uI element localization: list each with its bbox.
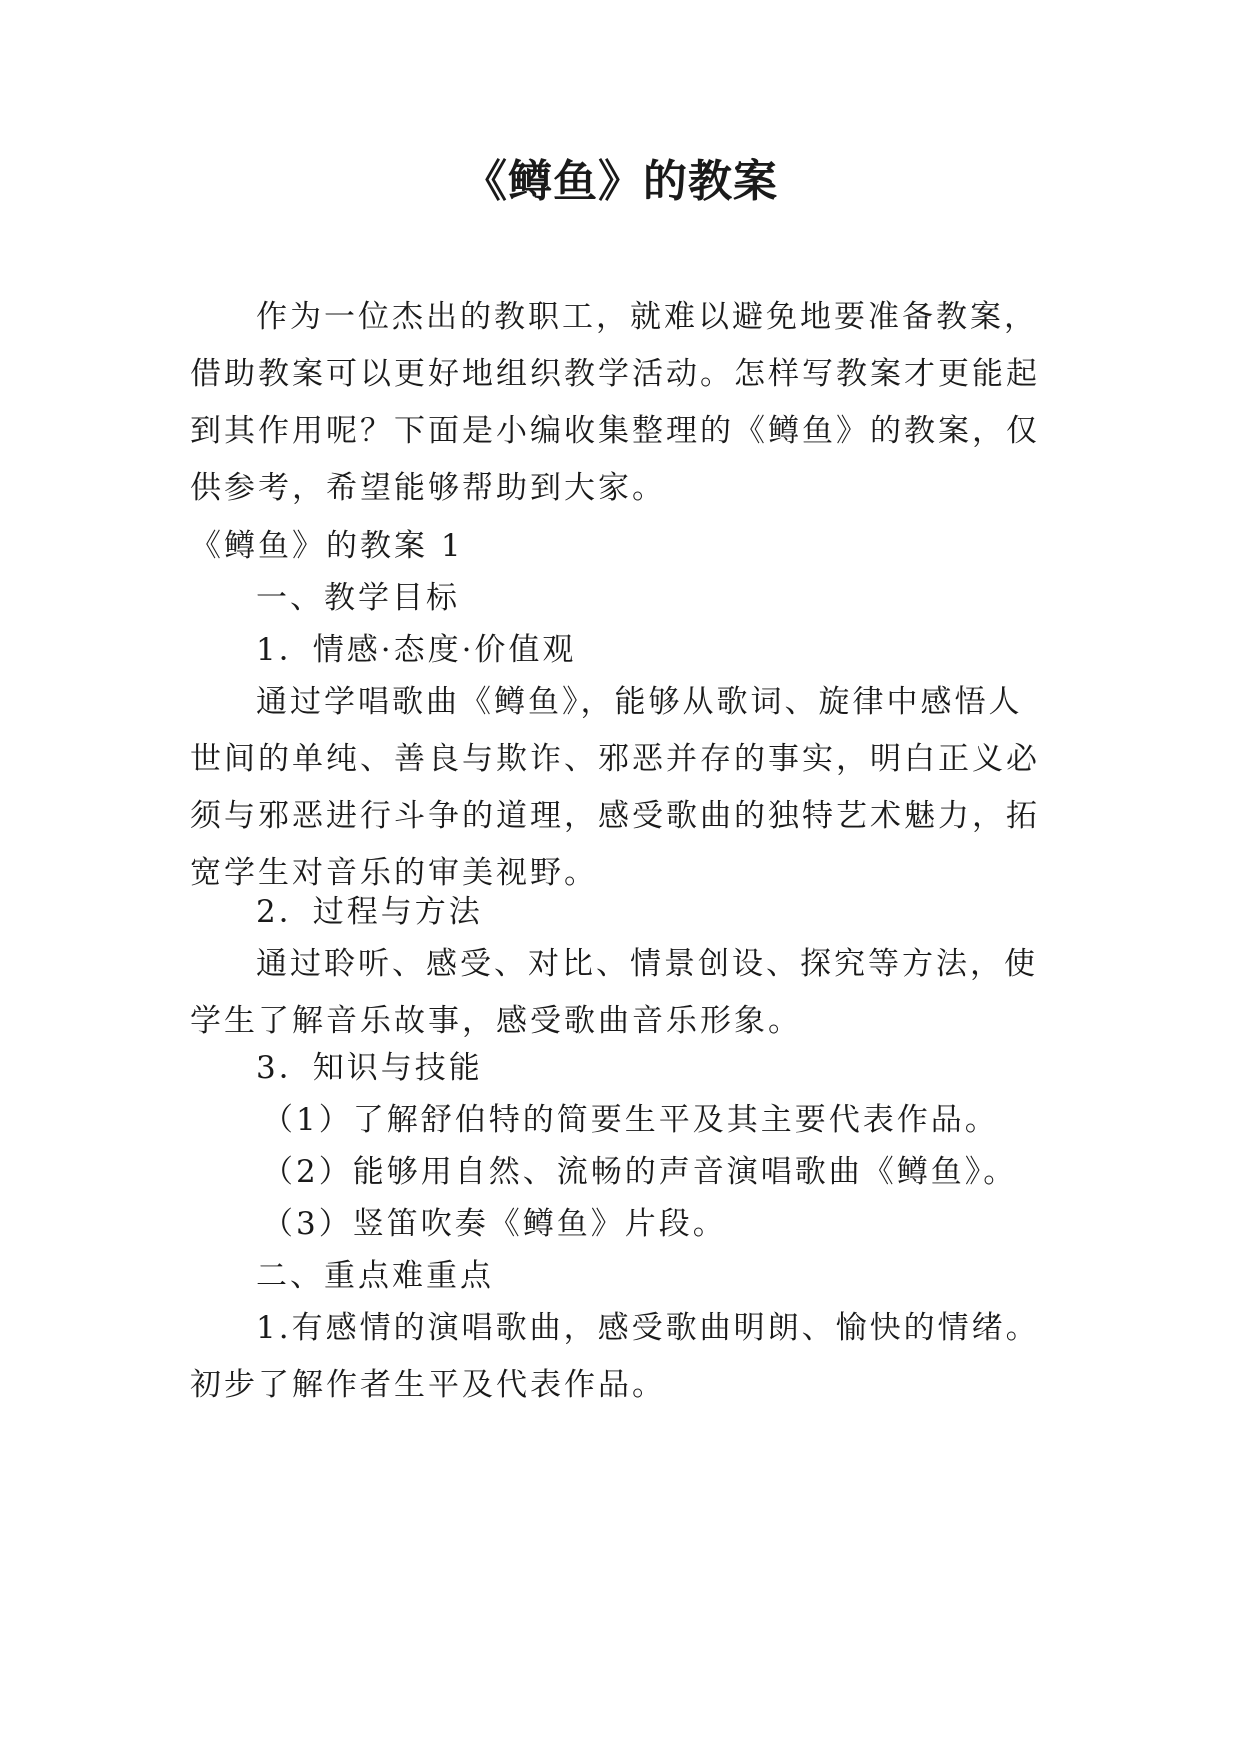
subheading-process-methods: 2．过程与方法: [256, 894, 483, 930]
list-item-2: （2）能够用自然、流畅的声音演唱歌曲《鳟鱼》。: [262, 1154, 1018, 1190]
intro-paragraph: 作为一位杰出的教职工，就难以避免地要准备教案，借助教案可以更好地组织教学活动。怎样写教案才更能起到其作用呢？下面是小编收集整理的《鳟鱼》的教案，仅供参考，希望能够帮助到大家。: [190, 299, 1040, 506]
paragraph-emotion-objectives: 通过学唱歌曲《鳟鱼》，能够从歌词、旋律中感悟人世间的单纯、善良与欺诈、邪恶并存的事实，明白正义必须与邪恶进行斗争的道理，感受歌曲的独特艺术魅力，拓宽学生对音乐的审美视野。: [190, 684, 1040, 891]
paragraph-process-methods: 通过聆听、感受、对比、情景创设、探究等方法，使学生了解音乐故事，感受歌曲音乐形象。: [190, 946, 1038, 1039]
list-item-3: （3）竖笛吹奏《鳟鱼》片段。: [262, 1206, 727, 1242]
document-title: 《鳟鱼》的教案: [463, 156, 778, 207]
section-heading: 《鳟鱼》的教案 1: [190, 528, 464, 564]
paragraph-key-points: 1.有感情的演唱歌曲，感受歌曲明朗、愉快的情绪。初步了解作者生平及代表作品。: [190, 1310, 1040, 1403]
heading-teaching-objectives: 一、教学目标: [256, 580, 460, 616]
subheading-emotion-attitude-values: 1．情感·态度·价值观: [256, 632, 577, 668]
heading-key-difficult-points: 二、重点难重点: [256, 1258, 494, 1294]
list-item-1: （1）了解舒伯特的简要生平及其主要代表作品。: [262, 1102, 999, 1138]
subheading-knowledge-skills: 3．知识与技能: [256, 1050, 483, 1086]
